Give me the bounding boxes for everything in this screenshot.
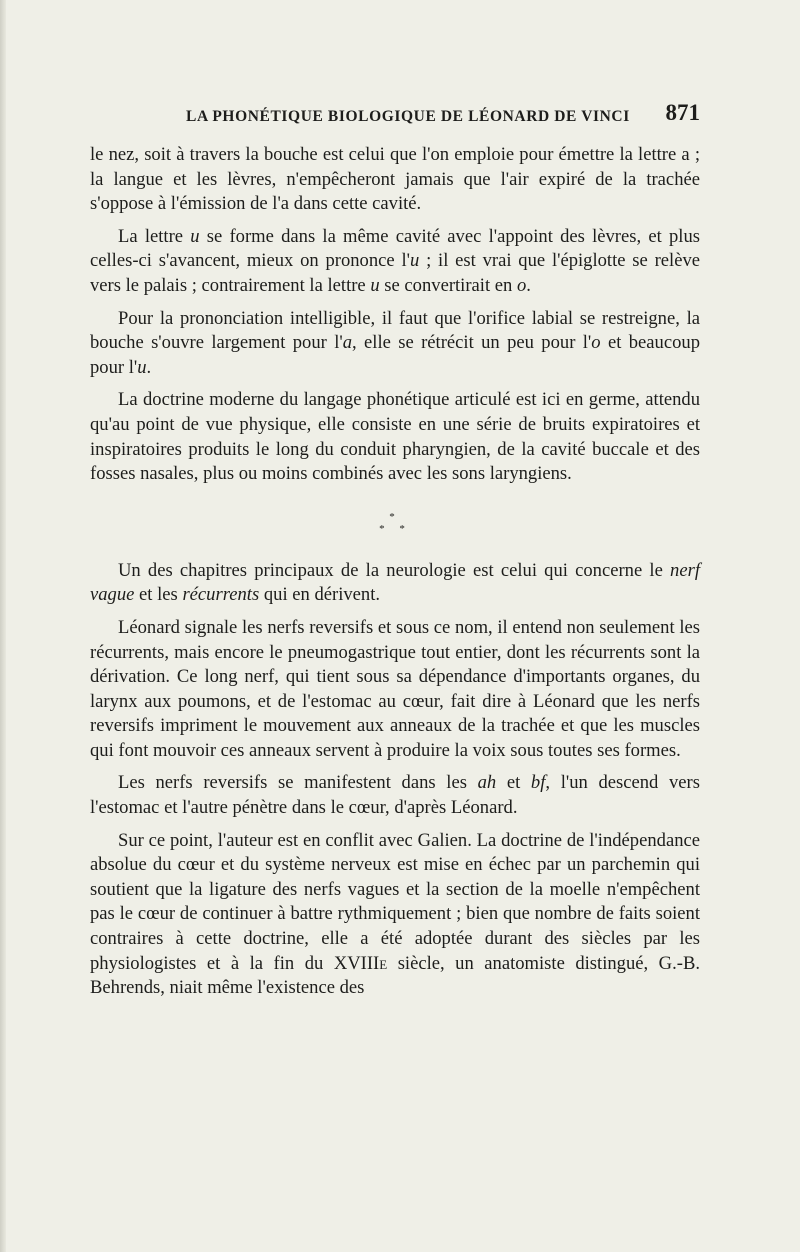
text-run: Pour la prononciation intelligible, il faut que l'orifice labial se restreigne, la bouche s'ouvre largement pour l' (90, 307, 700, 354)
asterism-bottom: * * (379, 522, 411, 535)
italic-letter: u (190, 225, 200, 247)
italic-term: bf (530, 772, 546, 794)
italic-letter: o (591, 332, 601, 354)
paragraph-2 (90, 225, 700, 299)
italic-term: nerf vague (90, 559, 700, 606)
italic-letter: o (516, 274, 527, 296)
section-asterism (90, 511, 700, 535)
italic-letter: u (370, 274, 380, 296)
paragraph-3 (90, 307, 700, 381)
body-text (90, 143, 700, 1009)
italic-term: ah (477, 772, 497, 794)
text-run: et les (134, 584, 183, 606)
text-run: se convertirait en (379, 274, 517, 296)
text-run: qui en dérivent. (259, 584, 381, 606)
page-number: 871 (665, 100, 700, 125)
text-run: La lettre (118, 225, 191, 247)
italic-letter: u (137, 356, 147, 378)
text-run: . (526, 274, 531, 296)
asterism-top: * (389, 510, 401, 523)
text-run: ; il est vrai que l'épiglotte se relève vers le palais ; contrairement la lettre (90, 250, 701, 296)
text-run: , elle se rétrécit un peu pour l' (352, 332, 592, 354)
text-run: se forme dans la même cavité avec l'appoint des lèvres, et plus celles-ci s'avancent, mieux on prononce l' (90, 225, 700, 272)
century-numeral: XVIIIe (333, 952, 388, 974)
running-title: LA PHONÉTIQUE BIOLOGIQUE DE LÉONARD DE VINCI (186, 108, 630, 125)
page-header (186, 96, 700, 136)
text-run: , l'un descend vers l'estomac et l'autre pénètre dans le cœur, d'après Léonard. (90, 772, 700, 819)
italic-term: récurrents (182, 584, 260, 606)
paragraph-7 (90, 771, 700, 820)
text-run: siècle, un anatomiste distingué, G.-B. Behrends, niait même l'existence des (90, 952, 700, 999)
text-run: et (496, 772, 531, 794)
page-edge-shadow (0, 0, 6, 1252)
paragraph-1: le nez, soit à travers la bouche est celui que l'on emploie pour émettre la lettre a ; la langue et les lèvres, n'empêcheront jamais que l'air expiré de la trachée s'oppose à l'émission de l'a dans cette cavité. (90, 144, 700, 215)
text-run: Sur ce point, l'auteur est en conflit avec Galien. La doctrine de l'indépendance absolue du cœur et du système nerveux est mise en échec par un parchemin qui soutient que la ligature des nerfs vagues et la section de la moelle n'empêchent pas le cœur de continuer à battre rythmiquement ; bien que nombre de faits soient contraires à cette doctrine, elle a été adoptée durant des siècles par les physiologistes et à la fin du (90, 829, 700, 974)
text-run: . (146, 356, 152, 378)
italic-letter: a (342, 332, 353, 354)
paragraph-5 (90, 559, 700, 608)
italic-letter: u (409, 250, 420, 272)
paragraph-4: La doctrine moderne du langage phonétique articulé est ici en germe, attendu qu'au point de vue physique, elle consiste en une série de bruits expiratoires et inspiratoires produits le long du conduit pharyngien, de la cavité buccale et des fosses nasales, plus ou moins combinés avec les sons laryngiens. (90, 389, 700, 485)
paragraph-6: Léonard signale les nerfs reversifs et sous ce nom, il entend non seulement les récurrents, mais encore le pneumogastrique tout entier, dont les récurrents sont la dérivation. Ce long nerf, qui tient sous sa dépendance d'importants organes, du larynx aux poumons, et de l'estomac au cœur, fait dire à Léonard que les nerfs reversifs impriment le mouvement aux anneaux de la trachée et que les muscles qui font mouvoir ces anneaux servent à produire la voix sous toutes ses formes. (90, 616, 700, 761)
text-run: et beaucoup pour l' (90, 332, 701, 378)
paragraph-8 (90, 829, 700, 1001)
text-run: Un des chapitres principaux de la neurologie est celui qui concerne le (118, 559, 671, 581)
text-run: Les nerfs reversifs se manifestent dans les (118, 772, 478, 794)
